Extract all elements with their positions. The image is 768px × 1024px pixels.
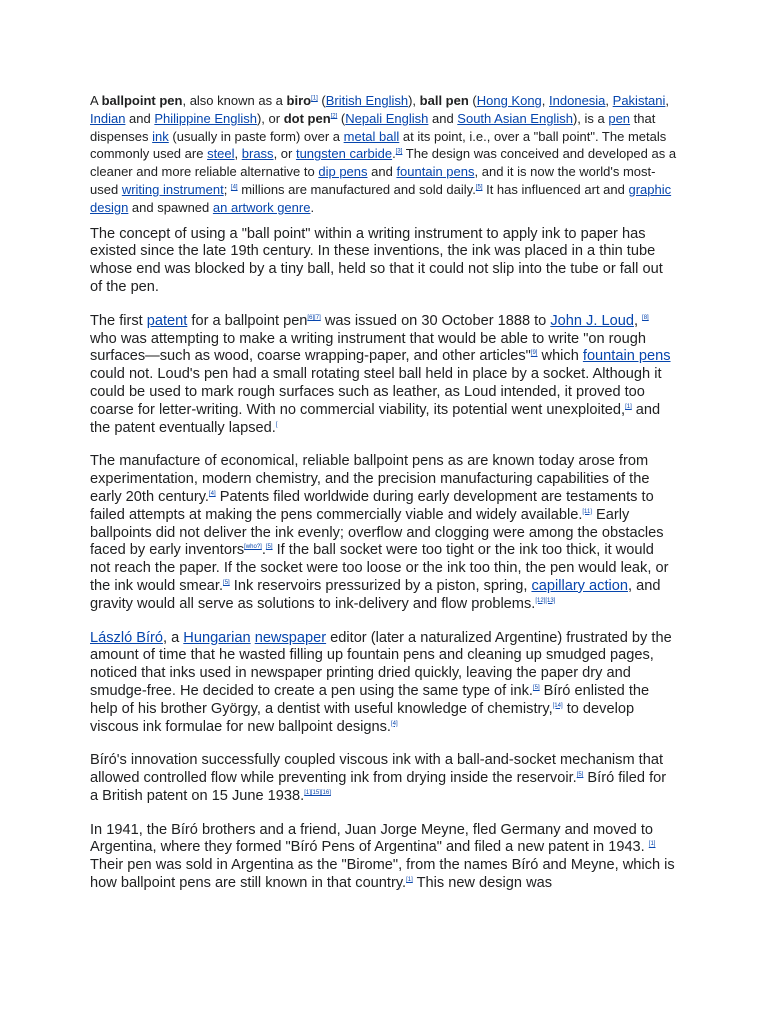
text: The concept of using a "ball point" within a writing instrument to apply ink to paper has existed since the late 19th century. In these inventions, the ink was placed in a thin tube whose end was blocked by a tiny ball, held so that it could not slip into the tube or fall out of the pen. xyxy=(90,225,663,295)
article-body xyxy=(90,92,678,909)
link-pakistani[interactable]: Pakistani xyxy=(612,93,666,108)
link-nepali-english[interactable]: Nepali English xyxy=(345,110,429,126)
link-capillary-action[interactable]: capillary action xyxy=(531,577,628,594)
citation-link[interactable]: [who?] xyxy=(244,544,262,551)
citation-link[interactable]: [4] xyxy=(390,720,398,727)
citation[interactable] xyxy=(231,185,238,191)
text: editor (later a naturalized Argentine) frustrated by the amount of time that he wasted filling up fountain pens and cleaning up smudged pages, noticed that inks used in newspaper printing dried quickly, leaving the paper dry and smudge-free. He decided to create a pen using the same type of ink. xyxy=(90,629,672,699)
text: The manufacture of economical, reliable ballpoint pens as are known today arose from experimentation, modern chemistry, and the precision manufacturing capabilities of the early 20th century. xyxy=(90,453,650,505)
text: (usually in paste form) over a xyxy=(168,128,344,144)
citation[interactable] xyxy=(625,404,632,410)
paragraph-first-patent xyxy=(90,313,678,438)
citation[interactable] xyxy=(553,703,563,709)
text: Bíró enlisted the help of his brother György, a dentist with useful knowledge of chemistry, xyxy=(90,682,650,717)
citation-link[interactable]: [2] xyxy=(330,113,338,120)
text: for a ballpoint pen xyxy=(187,312,308,329)
link-hong-kong[interactable]: Hong Kong xyxy=(476,93,542,108)
citation-link[interactable]: [11] xyxy=(582,508,592,515)
text: who was attempting to make a writing instrument that would be able to write "on rough surfaces—such as wood, coarse wrapping-paper, and other articles" xyxy=(90,330,646,365)
citation[interactable] xyxy=(533,685,540,691)
text: millions are manufactured and sold daily. xyxy=(237,181,476,197)
citation[interactable] xyxy=(266,544,273,550)
text: The first xyxy=(90,312,147,329)
bold-term: ballpoint pen xyxy=(101,93,183,108)
text: , or xyxy=(273,146,296,162)
text: Bíró filed for a British patent on 15 June 1938. xyxy=(90,770,667,804)
text: that dispenses xyxy=(90,110,656,144)
paragraph-manufacture xyxy=(90,453,678,613)
link-metal-ball[interactable]: metal ball xyxy=(343,128,400,144)
citation-link[interactable]: [3] xyxy=(395,149,403,156)
text: , also known as a xyxy=(182,93,287,108)
citation-link[interactable]: [1] xyxy=(648,841,656,848)
citation[interactable] xyxy=(276,422,278,428)
link-dip-pens[interactable]: dip pens xyxy=(318,164,368,180)
text: and spawned xyxy=(128,199,213,215)
link-british-english[interactable]: British English xyxy=(325,93,409,108)
citation-link[interactable]: [12][13] xyxy=(535,597,556,604)
link-brass[interactable]: brass xyxy=(241,146,274,162)
paragraph-biro xyxy=(90,630,678,737)
text: ), xyxy=(408,93,420,108)
text: and xyxy=(428,110,458,126)
link-fountain-pens-2[interactable]: fountain pens xyxy=(582,348,671,365)
link-newspaper[interactable]: newspaper xyxy=(254,629,327,646)
citation-link[interactable]: [1] xyxy=(406,877,413,884)
citation-link[interactable]: [4] xyxy=(208,491,216,498)
text: was issued on 30 October 1888 to xyxy=(320,312,551,329)
intro-paragraph xyxy=(90,92,678,217)
citation-link[interactable]: [5] xyxy=(475,184,483,191)
link-john-j-loud[interactable]: John J. Loud xyxy=(550,312,634,329)
bold-term: dot pen xyxy=(283,110,331,126)
text: , xyxy=(605,93,613,108)
link-steel[interactable]: steel xyxy=(207,146,235,162)
link-hungarian[interactable]: Hungarian xyxy=(183,629,251,646)
link-graphic-design[interactable]: graphic design xyxy=(90,181,672,215)
citation[interactable] xyxy=(311,96,318,102)
link-indian[interactable]: Indian xyxy=(90,110,126,126)
citation-link[interactable]: [5] xyxy=(576,772,584,779)
text: , xyxy=(633,312,643,329)
citation-link[interactable]: [6][7] xyxy=(307,314,321,321)
text: A xyxy=(90,93,102,108)
link-south-asian-english[interactable]: South Asian English xyxy=(457,110,573,126)
citation[interactable] xyxy=(307,315,320,321)
citation[interactable] xyxy=(642,315,649,321)
text: ), is a xyxy=(572,110,609,126)
citation-link[interactable]: [1] xyxy=(311,95,318,102)
text: The design was conceived and developed as a cleaner and more reliable alternative to xyxy=(90,146,677,180)
link-writing-instrument[interactable]: writing instrument xyxy=(121,181,224,197)
text: at its point, i.e., over a "ball point". The metals commonly used are xyxy=(90,128,667,162)
citation[interactable] xyxy=(304,790,331,796)
link-pen[interactable]: pen xyxy=(608,110,631,126)
citation-link[interactable]: [5] xyxy=(223,580,230,587)
text: and xyxy=(367,164,397,180)
text: which xyxy=(537,348,583,365)
citation-link[interactable]: [ xyxy=(275,421,278,428)
text: Bíró's innovation successfully coupled viscous ink with a ball-and-socket mechanism that allowed controlled flow while preventing ink from drying inside the reservoir. xyxy=(90,752,664,787)
text: . xyxy=(261,542,266,559)
citation-link[interactable]: [9] xyxy=(530,350,538,357)
citation[interactable] xyxy=(535,598,555,604)
link-ink[interactable]: ink xyxy=(152,128,169,144)
text: ; xyxy=(223,181,231,197)
text: , xyxy=(665,93,670,108)
link-patent[interactable]: patent xyxy=(146,312,188,329)
link-artwork-genre[interactable]: an artwork genre xyxy=(212,199,311,215)
link-indonesia[interactable]: Indonesia xyxy=(549,93,606,108)
citation[interactable] xyxy=(406,877,413,883)
bold-term: biro xyxy=(286,93,312,108)
text: In 1941, the Bíró brothers and a friend, Juan Jorge Meyne, fled Germany and moved to Argentina, where they formed "Bíró Pens of Argentina" and filed a new patent in 1943. xyxy=(90,821,653,856)
text: , and it is now the world's most-used xyxy=(90,164,656,197)
text: Early ballpoints did not deliver the ink evenly; overflow and clogging were among the obstacles faced by early inventors xyxy=(90,506,664,559)
paragraph-concept xyxy=(90,226,678,297)
text: Patents filed worldwide during early development are testaments to failed attempts at making the pens commercially viable and widely available. xyxy=(90,488,654,523)
text: could not. Loud's pen had a small rotating steel ball held in place by a socket. Although it could be used to mark rough surfaces such as leather, as Loud intended, it proved too coarse for letter-writing. With no commercial viability, its potential went unexploited, xyxy=(90,366,662,418)
citation[interactable] xyxy=(391,721,398,727)
text: ( xyxy=(317,93,326,108)
link-philippine-english[interactable]: Philippine English xyxy=(154,110,257,126)
text: . xyxy=(310,199,315,215)
citation[interactable] xyxy=(209,491,216,497)
text: . xyxy=(392,146,396,162)
paragraph-argentina xyxy=(90,822,678,893)
citation-link[interactable]: [8] xyxy=(642,314,649,321)
citation-link[interactable]: [14] xyxy=(552,702,563,709)
text: ( xyxy=(337,110,346,126)
citation-link[interactable]: [5] xyxy=(532,685,540,692)
citation-link[interactable]: [5] xyxy=(265,544,273,551)
citation[interactable] xyxy=(582,509,592,515)
bold-term: ball pen xyxy=(419,93,469,108)
text: , xyxy=(234,146,242,162)
text: , xyxy=(541,93,550,108)
text: ( xyxy=(468,93,477,108)
text: ), or xyxy=(256,110,284,126)
citation[interactable] xyxy=(244,544,262,550)
citation-link[interactable]: [4] xyxy=(230,184,238,191)
text: Ink reservoirs pressurized by a piston, spring, xyxy=(229,577,532,594)
text: This new design was xyxy=(412,875,553,892)
link-laszlo-biro[interactable]: László Bíró xyxy=(90,629,164,646)
text: , and gravity would all serve as solutions to ink-delivery and flow problems. xyxy=(90,577,661,612)
text: and xyxy=(125,110,155,126)
text: If the ball socket were too tight or the ink too thick, it would not reach the paper. If the socket were too loose or the ink too thin, the pen would leak, or the ink would smear. xyxy=(90,542,669,594)
text: Their pen was sold in Argentina as the "Birome", from the names Bíró and Meyne, which is how ballpoint pens are still known in that country. xyxy=(90,857,675,892)
link-tungsten-carbide[interactable]: tungsten carbide xyxy=(295,146,393,162)
citation[interactable] xyxy=(223,580,230,586)
citation[interactable] xyxy=(649,842,656,848)
citation-link[interactable]: [1][15][16] xyxy=(304,790,331,797)
link-fountain-pens[interactable]: fountain pens xyxy=(396,164,475,180)
text: and the patent eventually lapsed. xyxy=(90,401,661,436)
text: , a xyxy=(163,629,184,646)
text: It has influenced art and xyxy=(482,181,629,197)
paragraph-innovation xyxy=(90,752,678,805)
text: to develop viscous ink formulae for new ballpoint designs. xyxy=(90,700,635,735)
citation-link[interactable]: [1] xyxy=(625,403,632,410)
